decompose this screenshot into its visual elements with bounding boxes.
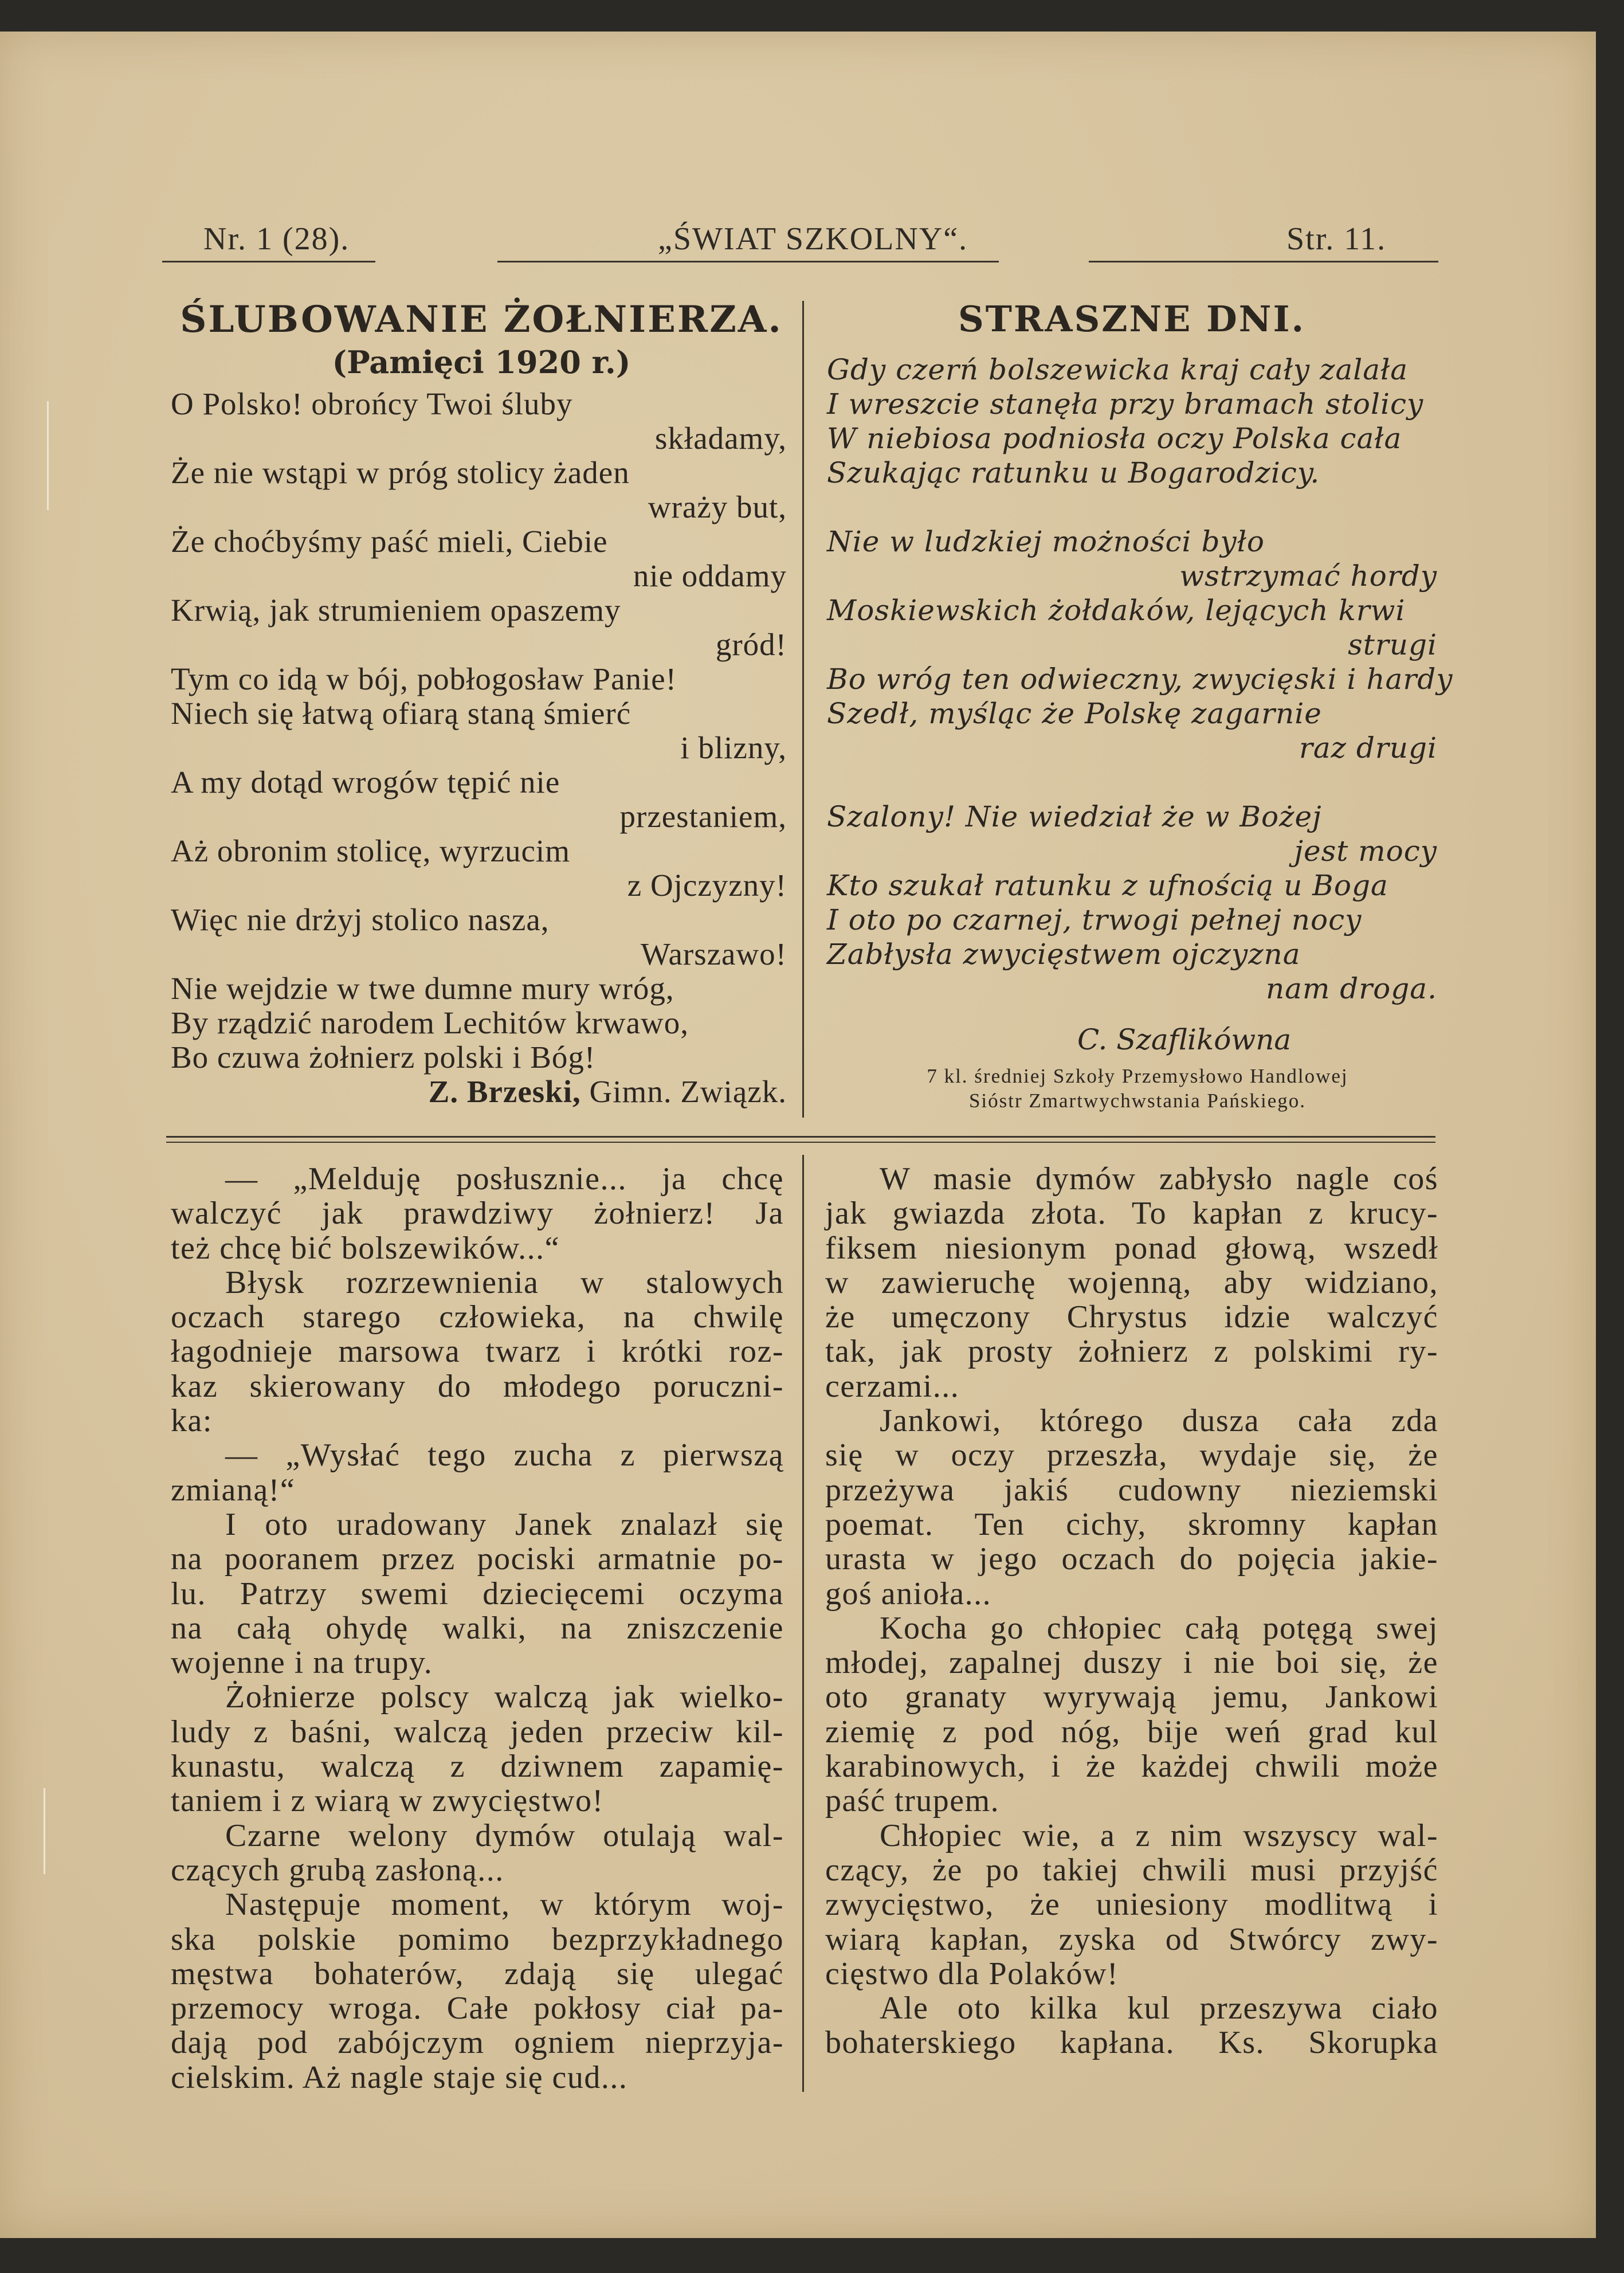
text-line: jak gwiazda złota. To kapłan z krucy-: [825, 1196, 1438, 1232]
poem-line: Moskiewskich żołdaków, lejących krwi: [827, 594, 1406, 627]
poem-line: Więc nie drżyj stolico nasza,: [171, 902, 550, 937]
text-line: I oto uradowany Janek znalazł się: [225, 1506, 784, 1542]
poem-line: A my dotąd wrogów tępić nie: [171, 765, 560, 800]
poem-line: Bo czuwa żołnierz polski i Bóg!: [171, 1040, 596, 1075]
poem-line: By rządzić narodem Lechitów krwawo,: [171, 1005, 689, 1040]
poem-line: Że choćbyśmy paść mieli, Ciebie: [171, 524, 608, 559]
poem-right-body: [827, 352, 1453, 1006]
poem-left-title: ŚLUBOWANIE ŻOŁNIERZA.: [180, 298, 783, 341]
text-line: oczach starego człowieka, na chwilę: [171, 1299, 784, 1335]
poem-line: Że nie wstąpi w próg stolicy żaden: [171, 455, 630, 490]
poem-line: Nie wejdzie w twe dumne mury wróg,: [171, 971, 674, 1006]
text-line: ka:: [171, 1403, 213, 1439]
text-line: ziemię z pod nóg, bije weń grad kul: [825, 1714, 1438, 1750]
poem-line: z Ojczyzny!: [627, 868, 787, 903]
text-line: zwycięstwo, że uniesiony modlitwą i: [825, 1887, 1438, 1923]
story-right-column: [825, 1162, 1438, 2060]
text-line: goś anioła...: [825, 1576, 992, 1612]
poem-line: strugi: [1348, 628, 1437, 661]
text-line: Żołnierze polscy walczą jak wielko-: [225, 1679, 784, 1715]
text-line: cielskim. Aż nagle staje się cud...: [171, 2059, 628, 2095]
text-line: łagodnieje marsowa twarz i krótki roz-: [171, 1334, 784, 1370]
poem-line: Szalony! Nie wiedział że w Bożej: [827, 800, 1322, 833]
poem-line: składamy,: [655, 421, 787, 456]
column-divider-bottom: [802, 1155, 804, 2092]
poem-line: Szedł, myśląc że Polskę zagarnie: [827, 697, 1322, 730]
text-line: w zawieruchę wojenną, aby widziano,: [825, 1264, 1438, 1300]
text-line: przemocy wroga. Całe pokłosy ciał pa-: [171, 1990, 784, 2027]
poem-line: Krwią, jak strumieniem opaszemy: [171, 593, 621, 628]
text-line: Ale oto kilka kul przeszywa ciało: [880, 1990, 1438, 2027]
poem-line: Nie w ludzkiej możności było: [827, 525, 1265, 558]
header-rule-2: [497, 261, 999, 262]
text-line: Błysk rozrzewnienia w stalowych: [225, 1264, 784, 1300]
text-line: oto granaty wyrywają jemu, Jankowi: [825, 1679, 1438, 1715]
text-line: Jankowi, którego dusza cała zda: [880, 1403, 1438, 1439]
poem-line: jest mocy: [1294, 834, 1437, 868]
text-line: paść trupem.: [825, 1783, 1000, 1819]
text-line: czący, że po takiej chwili musi przyjść: [825, 1852, 1438, 1888]
poem-line: przestaniem,: [619, 799, 787, 834]
text-line: przeżywa jakiś cudowny nieziemski: [825, 1472, 1438, 1508]
poem-line: Warszawo!: [641, 936, 787, 971]
poem-right-title: STRASZNE DNI.: [958, 298, 1306, 340]
poem-line: wstrzymać hordy: [1179, 559, 1437, 593]
poem-line: Kto szukał ratunku z ufnością u Boga: [827, 869, 1388, 902]
text-line: młodej, zapalnej duszy i nie boi się, że: [825, 1645, 1438, 1681]
poem-line: I wreszcie stanęła przy bramach stolicy: [827, 387, 1424, 421]
poem-right-author: C. Szaflikówna: [1077, 1023, 1292, 1056]
poem-left-author-note: Gimn. Związk.: [589, 1074, 787, 1109]
poem-line: gród!: [715, 627, 787, 662]
text-line: wiarą kapłan, zyska od Stwórcy zwy-: [825, 1921, 1438, 1957]
poem-line: nie oddamy: [633, 558, 787, 593]
text-line: się w oczy przeszła, wydaje się, że: [825, 1437, 1438, 1473]
text-line: ludy z baśni, walczą jeden przeciw kil-: [171, 1714, 784, 1750]
poem-line: Zabłysła zwycięstwem ojczyzna: [827, 938, 1301, 971]
header-rule-1: [162, 261, 375, 262]
text-line: ska polskie pomimo bezprzykładnego: [171, 1921, 784, 1957]
text-line: zmianą!“: [171, 1472, 296, 1508]
poem-left-body: [171, 387, 787, 1109]
text-line: walczyć jak prawdziwy żołnierz! Ja: [171, 1196, 784, 1232]
poem-signature: [171, 1075, 787, 1109]
poem-line: O Polsko! obrońcy Twoi śluby: [171, 386, 573, 421]
text-line: bohaterskiego kapłana. Ks. Skorupka: [825, 2025, 1438, 2061]
poem-line: i blizny,: [680, 730, 787, 765]
text-line: Kocha go chłopiec całą potęgą swej: [880, 1610, 1438, 1646]
poem-line: I oto po czarnej, trwogi pełnej nocy: [827, 903, 1362, 936]
text-line: że umęczony Chrystus idzie walczyć: [825, 1299, 1438, 1335]
header-journal: „ŚWIAT SZKOLNY“.: [658, 221, 968, 257]
binding-thread-top: [47, 401, 49, 510]
text-line: karabinowych, i że każdej chwili może: [825, 1749, 1438, 1785]
text-line: kaz skierowany do młodego porucznі-: [171, 1368, 784, 1404]
poem-line: Niech się łatwą ofiarą staną śmierć: [171, 696, 631, 731]
poem-line: W niebiosa podniosła oczy Polska cała: [827, 422, 1402, 455]
poem-line: nam droga.: [1265, 972, 1437, 1005]
text-line: na całą ohydę walki, na zniszczenie: [171, 1610, 784, 1646]
text-line: Następuje moment, w którym woj-: [225, 1887, 784, 1923]
poem-line: Aż obronim stolicę, wyrzucim: [171, 833, 570, 868]
text-line: Chłopiec wie, a z nim wszyscy wal-: [880, 1817, 1438, 1853]
poem-left-author: Z. Brzeski,: [428, 1074, 581, 1109]
poem-line: Tym co idą w bój, pobłogosław Panie!: [171, 661, 677, 696]
text-line: poemat. Ten cichy, skromny kapłan: [825, 1506, 1438, 1542]
poem-line: Gdy czerń bolszewicka kraj cały zalała: [827, 353, 1409, 386]
text-line: lu. Patrzy swemi dziecięcemi oczyma: [171, 1576, 784, 1612]
text-line: cerzami...: [825, 1368, 960, 1404]
story-left-column: [171, 1162, 784, 2095]
header-page: Str. 11.: [1286, 221, 1387, 257]
text-line: męstwa bohaterów, zdają się ulegać: [171, 1955, 784, 1992]
text-line: — „Wysłać tego zucha z pierwszą: [225, 1437, 784, 1473]
header-issue: Nr. 1 (28).: [203, 221, 350, 257]
text-line: czących grubą zasłoną...: [171, 1852, 504, 1888]
text-line: cięstwo dla Polaków!: [825, 1955, 1119, 1992]
poem-line: wrażу but,: [648, 489, 787, 524]
text-line: W masie dymów zabłysło nagle coś: [880, 1161, 1438, 1197]
poem-right-note-1: 7 kl. średniej Szkoły Przemysłowo Handlowej: [927, 1065, 1348, 1087]
text-line: fiksem niesionym ponad głową, wszedł: [825, 1230, 1438, 1266]
text-line: tak, jak prosty żołnierz z polskimi ry-: [825, 1334, 1438, 1370]
text-line: — „Melduję posłusznie... ja chcę: [225, 1161, 784, 1197]
text-line: wojenne i na trupy.: [171, 1645, 433, 1681]
poem-line: Bo wróg ten odwieczny, zwycięski i hardy: [827, 663, 1453, 696]
poem-left-subtitle: (Pamięci 1920 r.): [332, 344, 631, 381]
text-line: taniem i z wiarą w zwycięstwo!: [171, 1783, 604, 1819]
header-rule-3: [1089, 261, 1438, 262]
section-rule-upper: [166, 1136, 1435, 1138]
poem-line: Szukając ratunku u Bogarodzicy.: [827, 456, 1320, 489]
text-line: dają pod zabójczym ogniem nieprzyja-: [171, 2025, 784, 2061]
poem-line: raz drugi: [1299, 731, 1437, 765]
text-line: na pooranem przez pociski armatnie po-: [171, 1541, 784, 1577]
poem-right-note-2: Sióstr Zmartwychwstania Pańskiego.: [968, 1090, 1307, 1112]
text-line: urasta w jego oczach do pojęcia jakie-: [825, 1541, 1438, 1577]
column-divider-top: [802, 301, 804, 1118]
binding-thread-bottom: [44, 1788, 45, 1874]
text-line: też chcę bić bolszewików...“: [171, 1230, 560, 1266]
text-line: Czarne welony dymów otulają wal-: [225, 1817, 784, 1853]
section-rule-lower: [166, 1142, 1435, 1143]
text-line: kunastu, walczą z dziwnem zapamię-: [171, 1749, 784, 1785]
